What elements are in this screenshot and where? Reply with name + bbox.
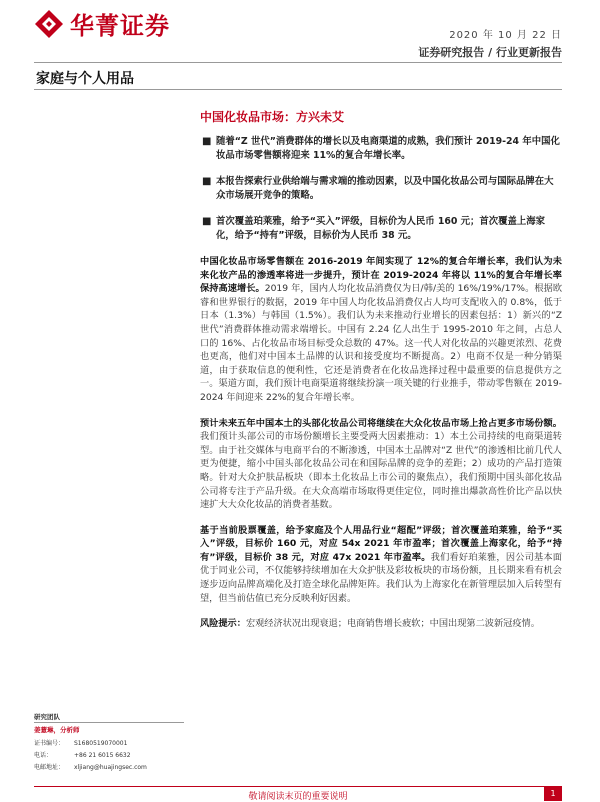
page-number: 1: [544, 787, 562, 801]
disclaimer-notice[interactable]: 敬请阅读末页的重要说明: [248, 792, 348, 802]
bullet-icon: ■: [202, 176, 212, 187]
analyst-name: 姜薏琳，分析师: [34, 726, 80, 734]
team-label: 研究团队: [34, 712, 184, 723]
page-footer: [34, 786, 562, 801]
body-paragraph: 基于当前股票覆盖，给予家庭及个人用品行业“超配”评级；首次覆盖珀莱雅，给予“买入”评级，目标价 160 元，对应 54x 2021 年市盈率；首次覆盖上海家化，给予“持有”评级，目标价 38 元，对应 47x 2021 年市盈率。我们看好珀莱雅，因公司基本面优于同业公司，不仅能够持续增加在大众护肤及彩妆板块的市场份额，且长期来看有机会逐步迈向品牌高端化及打造全球化品牌矩阵。我们认为上海家化在新管理层加入后转型有望，但当前估值已充分反映利好因素。: [200, 524, 562, 604]
main-content: [200, 108, 562, 643]
contact-row: 电邮地址： xljiang@huajingsec.com: [34, 764, 147, 771]
bullet-icon: ■: [202, 136, 212, 147]
brand-logo: [34, 6, 170, 41]
email-link[interactable]: xljiang@huajingsec.com: [74, 764, 147, 771]
summary-bullet: ■ 首次覆盖珀莱雅，给予“买入”评级，目标价为人民币 160 元；首次覆盖上海家化，给予“持有”评级，目标价为人民币 38 元。: [202, 216, 546, 241]
report-headline: 中国化妆品市场：方兴未艾: [200, 110, 345, 124]
summary-bullet: ■ 随着“Z 世代”消费群体的增长以及电商渠道的成熟，我们预计 2019-24 年中国化妆品市场零售额将迎来 11%的复合年增长率。: [202, 136, 560, 161]
report-type: 证券研究报告 / 行业更新报告: [418, 46, 562, 59]
sector-bar: [34, 62, 562, 90]
contact-row: 证书编号： S1680519070001: [34, 740, 128, 747]
research-team: [34, 712, 184, 774]
bullet-icon: ■: [202, 216, 212, 227]
sector-title: 家庭与个人用品: [36, 71, 134, 87]
brand-name: 华菁证券: [70, 12, 170, 40]
risk-paragraph: 风险提示：宏观经济状况出现衰退；电商销售增长疲软；中国出现第二波新冠疫情。: [200, 618, 540, 630]
body-paragraph: 预计未来五年中国本土的头部化妆品公司将继续在大众化妆品市场上抢占更多市场份额。我们预计头部公司的市场份额增长主要受两大因素推动：1）本土公司持续的电商渠道转型。由于社交媒体与电商平台的不断渗透，中国本土品牌对“Z 世代”的渗透相比前几代人更为便捷，缩小中国头部化妆品公司在和国际品牌的竞争的差距；2）成功的产品打造策略。针对大众护肤品板块（即本土化妆品上市公司的聚焦点），我们预期中国头部化妆品公司将专注于产品升级。在大众高端市场取得更佳定位，同时推出爆款高性价比产品以快速扩大大众化妆品的消费者基数。: [200, 417, 562, 511]
contact-row: 电话： +86 21 6015 6632: [34, 752, 131, 759]
body-paragraph: 中国化妆品市场零售额在 2016-2019 年间实现了 12%的复合年增长率，我们认为未来化妆产品的渗透率将进一步提升，预计在 2019-2024 年将以 11%的复合年增长率保持高速增长。2019 年，国内人均化妆品消费仅为日/韩/美的 16%/19%/17%。根据欧睿和世界银行的数据，2019 年中国人均化妆品消费仅占人均可支配收入的 0.8%，低于日本（1.3%）与韩国（1.5%）。我们认为未来推动行业增长的因素包括：1）新兴的“Z 世代”消费群体推动需求端增长。中国有 2.24 亿人出生于 1995-2010 年之间，占总人口的 16%、占化妆品市场目标受众总数的 47%。这一代人对化妆品的兴趣更浓烈、花费也更高，他们对中国本土品牌的认识和接受度均不断提高。2）电商不仅是一种分销渠道，由于获取信息的便利性，它还是消费者在化妆品选择过程中最重要的信息提供方之一。渠道方面，我们预计电商渠道将继续扮演一项关键的行业推手，带动零售额在 2019-2024 年间迎来 22%的复合年增长率。: [200, 256, 563, 403]
summary-bullet: ■ 本报告探索行业供给端与需求端的推动因素，以及中国化妆品公司与国际品牌在大众市场展开竞争的策略。: [202, 176, 554, 201]
summary-bullets: [200, 135, 562, 243]
logo-icon: [34, 9, 64, 39]
report-date: 2020 年 10 月 22 日: [449, 30, 562, 41]
